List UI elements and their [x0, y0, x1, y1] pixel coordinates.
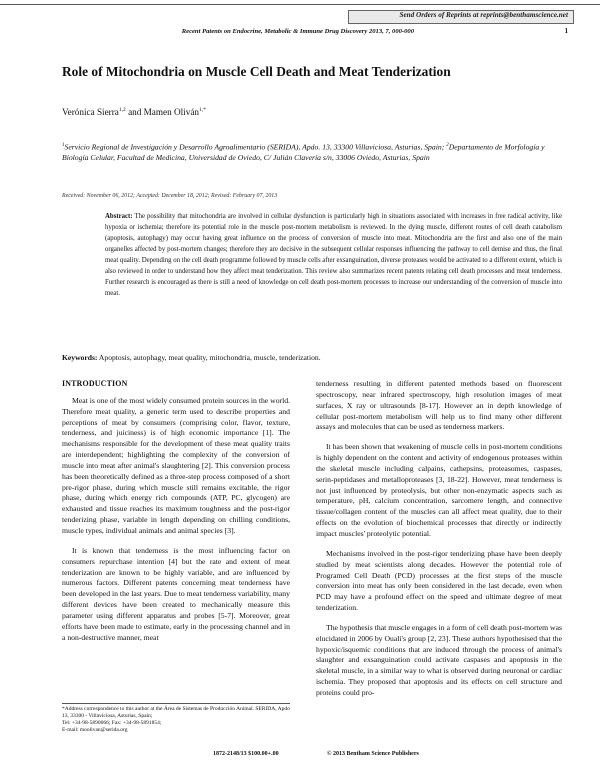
- author-affiliation-marker: 1,*: [199, 107, 206, 113]
- author-name: Verónica Sierra: [62, 107, 119, 118]
- paragraph: The hypothesis that muscle engages in a form of cell death post-mortem was elucidated in 2006 by Ouali's group [2, 23]. These authors hypothesised that the hypoxic/isquemic conditions that are induced through the process of animal's slaughter and exsanguination could activate caspases and apoptosis in the skeletal muscle, in a similar way to what is observed during neuronal or cardiac ischemia. They proposed that apoptosis and its effects on cell structure and proteins could pro-: [316, 622, 562, 697]
- abstract-label: Abstract:: [105, 213, 133, 220]
- affiliation-text: Departamento de Morfología y Biología Celular, Facultad de Medicina, Universidad de Oviedo, C/ Julián Clavería s/n, 33006 Oviedo, Asturias, Spain: [62, 142, 545, 162]
- keywords: [62, 353, 562, 362]
- left-column: [62, 379, 290, 652]
- issn-price: 1872-2148/13 $100.00+.00: [213, 751, 279, 757]
- keywords-text: Apoptosis, autophagy, meat quality, mitochondria, muscle, tenderization.: [97, 353, 321, 362]
- paragraph: It is known that tenderness is the most influencing factor on consumers repurchase intention [4] but the rate and extent of meat tenderization are known to be highly variable, and are influenced by numerous factors. Different patents concerning meat tenderness have been developed in the last years. Due to meat tenderness variability, many different devices have been created to mechanically measure this parameter using different apparatus and probes [5-7]. Moreover, great efforts have been made to estimate, early in the processing channel and in a non-destructive manner, meat: [62, 545, 290, 642]
- journal-citation: Recent Patents on Endocrine, Metabolic & Immune Drug Discovery 2013, 7, 000-000: [181, 28, 414, 35]
- paragraph: tenderness resulting in different patented methods based on fluorescent spectroscopy, near infrared spectroscopy, high resolution images of meat surfaces, X ray or ultrasounds [8-17]. However an in depth knowledge of cellular post-mortem metabolism will help us to find many other different assays and molecules that can be used as tenderness markers.: [316, 379, 562, 432]
- affiliations: [62, 141, 562, 163]
- affiliation-marker: 1: [62, 143, 65, 148]
- author-list: [62, 107, 206, 117]
- author-affiliation-marker: 1,2: [118, 107, 126, 113]
- paragraph: Mechanisms involved in the post-rigor tenderizing phase have been deeply studied by meat scientists along decades. However the potential role of Programed Cell Death (PCD) processes at the first steps of the muscle conversion into meat has only been considered in the last decade, even when PCD may have a profound effect on the speed and ultimate degree of meat tenderization.: [316, 548, 562, 613]
- abstract: [105, 211, 562, 299]
- section-heading: INTRODUCTION: [62, 379, 128, 388]
- footnote-line: Tel: +34-98-5890066; Fax: +34-98-5891854;: [62, 720, 162, 727]
- author-conjunction: and: [125, 107, 144, 118]
- header-rule: [0, 4, 600, 5]
- footnote-email[interactable]: E-mail: moolivan@serida.org: [62, 727, 128, 734]
- right-column: [316, 379, 562, 708]
- page-number: 1: [564, 28, 568, 35]
- received-dates: Received: November 06, 2012; Accepted: December 18, 2012; Revised: February 07, 2013: [62, 193, 278, 199]
- paragraph: Meat is one of the most widely consumed protein sources in the world. Therefore meat quality, a generic term used to describe properties and perceptions of meat by consumers (comprising color, flavor, texture, tenderness, and juiciness) is of high economic importance [1]. The mechanisms responsible for the development of these meat quality traits are interdependent; highlighting the complexity of the conversion of muscle into meat after animal's slaughtering [2]. This conversion process has been theoretically defined as a three-step process composed of a short pre-rigor phase, during which muscle still remains excitable, the rigor phase, during which energy rich compounds (ATP, PC, glycogen) are exhausted and tissue reaches its maximum toughness and the post-rigor tenderizing phase, variable in length depending on chilling conditions, muscle types, individual animals and animal species [3].: [62, 395, 290, 535]
- keywords-label: Keywords:: [62, 353, 98, 362]
- correspondence-footnote: [62, 706, 290, 734]
- footnote-rule: [62, 703, 290, 704]
- article-title: Role of Mitochondria on Muscle Cell Death and Meat Tenderization: [62, 64, 451, 79]
- author-name: Mamen Oliván: [143, 107, 199, 118]
- footnote-line: *Address correspondence to this author at the Área de Sistemas de Producción Animal. SERIDA, Apdo 13, 33300 - Villaviciosa, Asturias, Spain;: [62, 706, 290, 720]
- page-header: [0, 0, 600, 42]
- reprints-notice: Send Orders of Reprints at reprints@benthamscience.net: [399, 11, 568, 19]
- abstract-text: The possibility that mitochondria are involved in cellular dysfunction is particularly high in situations associated with increases in free radical activity, like hypoxia or ischemia; therefore its potential role in the muscle post-mortem metabolism is reviewed. In the dying muscle, different routes of cell death catabolism (apoptosis, autophagy) may occur having great influence on the process of conversion of muscle into meat. Mitochondria are the first and also one of the main organelles affected by post-mortem changes; therefore they are decisive in the subsequent cellular responses influencing the pathway to cell demise and thus, the final meat quality. Depending on the cell death programme followed by muscle cells after exsanguination, diverse proteases would be activated to a different extent, which is also reviewed in order to understand how they affect meat tenderization. This review also summarizes recent patents relating cell death processes and meat tenderness. Further research is encouraged as there is still a need of knowledge on cell death post-mortem processes to increase our understanding of the conversion of muscle into meat.: [105, 213, 562, 298]
- affiliation-text: Servicio Regional de Investigación y Desarrollo Agroalimentario (SERIDA), Apdo. 13, 33300 Villaviciosa, Asturias, Spain;: [64, 142, 447, 152]
- affiliation-marker: 2: [446, 143, 449, 148]
- copyright: © 2013 Bentham Science Publishers: [327, 751, 419, 757]
- paragraph: It has been shown that weakening of muscle cells in post-mortem conditions is highly dependent on the content and activity of endogenous proteases within the skeletal muscle including calpains, cathepsins, proteasomes, caspases, serin-peptidases and metalloproteases [3, 18-22]. However, meat tenderness is not just influenced by proteolysis, but other non-enzymatic aspects such as temperature, pH, calcium concentration, sarcomere length, and connective tissue/collagen content of the muscles can all affect meat quality, due to their effects on the evolution of biochemical processes that directly or indirectly impact muscles' proteolytic potential.: [316, 442, 562, 538]
